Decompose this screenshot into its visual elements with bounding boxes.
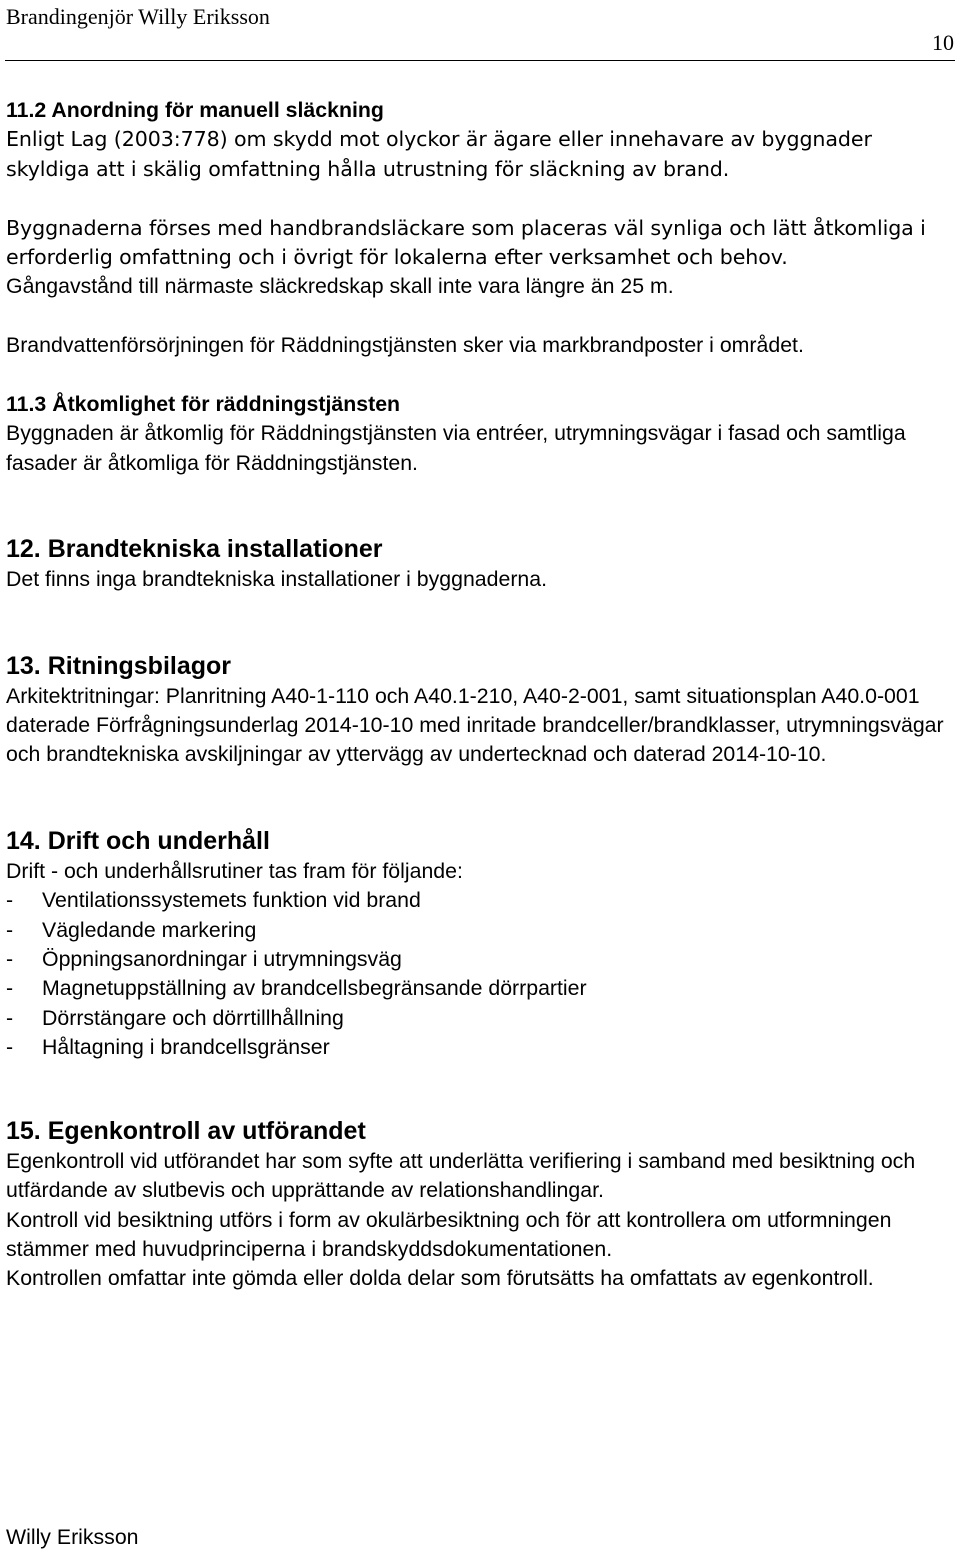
- section-11-3-heading: 11.3 Åtkomlighet för räddningstjänsten: [6, 392, 401, 417]
- section-15-paragraph-1: Egenkontroll vid utförandet har som syfte att underlätta verifiering i samband med besiktning och utfärdande av slutbevis och upprättande av relationshandlingar.: [6, 1148, 916, 1203]
- page-number: 10: [932, 30, 954, 55]
- section-11-2-paragraph-1: Enligt Lag (2003:778) om skydd mot olyckor är ägare eller innehavare av byggnader skyldiga att i skälig omfattning hålla utrustning för släckning av brand.: [6, 127, 872, 181]
- list-item: - Dörrstängare och dörrtillhållning: [6, 1005, 344, 1030]
- section-14-intro: Drift - och underhållsrutiner tas fram för följande:: [6, 858, 463, 883]
- section-13-paragraph-1: Arkitektritningar: Planritning A40-1-110 och A40.1-210, A40-2-001, samt situationsplan A40.0-001 daterade Förfrågningsunderlag 2014-10-10 med inritade brandceller/brandklasser, utrymningsvägar och brandtekniska avskiljningar av yttervägg av undertecknad och daterad 2014-10-10.: [6, 683, 944, 767]
- list-item: - Vägledande markering: [6, 917, 257, 942]
- list-item: - Magnetuppställning av brandcellsbegränsande dörrpartier: [6, 976, 587, 1001]
- section-12-heading: 12. Brandtekniska installationer: [6, 535, 383, 564]
- section-15-paragraph-2: Kontroll vid besiktning utförs i form av okulärbesiktning och för att kontrollera om utformningen stämmer med huvudprinciperna i brandskyddsdokumentationen.: [6, 1207, 892, 1261]
- page-footer-author: Willy Eriksson: [6, 1525, 139, 1549]
- section-12-paragraph-1: Det finns inga brandtekniska installationer i byggnaderna.: [6, 567, 548, 592]
- section-15-paragraph-3: Kontrollen omfattar inte gömda eller dolda delar som förutsätts ha omfattats av egenkontroll.: [6, 1266, 874, 1291]
- list-item: - Håltagning i brandcellsgränser: [6, 1035, 330, 1060]
- header-divider: [5, 60, 955, 61]
- section-14-heading: 14. Drift och underhåll: [6, 826, 270, 855]
- section-11-2-paragraph-2: Byggnaderna förses med handbrandsläckare som placeras väl synliga och lätt åtkomliga i erforderlig omfattning och i övrigt för lokalerna efter verksamhet och behov.: [6, 215, 926, 270]
- section-13-heading: 13. Ritningsbilagor: [6, 651, 232, 680]
- list-item: - Öppningsanordningar i utrymningsväg: [6, 947, 402, 972]
- page-header-title: Brandingenjör Willy Eriksson: [6, 4, 270, 29]
- section-11-2-paragraph-4: Brandvattenförsörjningen för Räddningstjänsten sker via markbrandposter i området.: [6, 333, 804, 358]
- maintenance-list: [6, 886, 956, 1062]
- section-15-heading: 15. Egenkontroll av utförandet: [6, 1116, 366, 1145]
- section-11-2-paragraph-3: Gångavstånd till närmaste släckredskap skall inte vara längre än 25 m.: [6, 274, 674, 299]
- document-body: [6, 96, 956, 1294]
- section-11-2-heading: 11.2 Anordning för manuell släckning: [6, 98, 384, 122]
- section-11-3-paragraph-1: Byggnaden är åtkomlig för Räddningstjänsten via entréer, utrymningsvägar i fasad och samtliga fasader är åtkomliga för Räddningstjänsten.: [6, 421, 906, 475]
- list-item: - Ventilationssystemets funktion vid brand: [6, 888, 421, 913]
